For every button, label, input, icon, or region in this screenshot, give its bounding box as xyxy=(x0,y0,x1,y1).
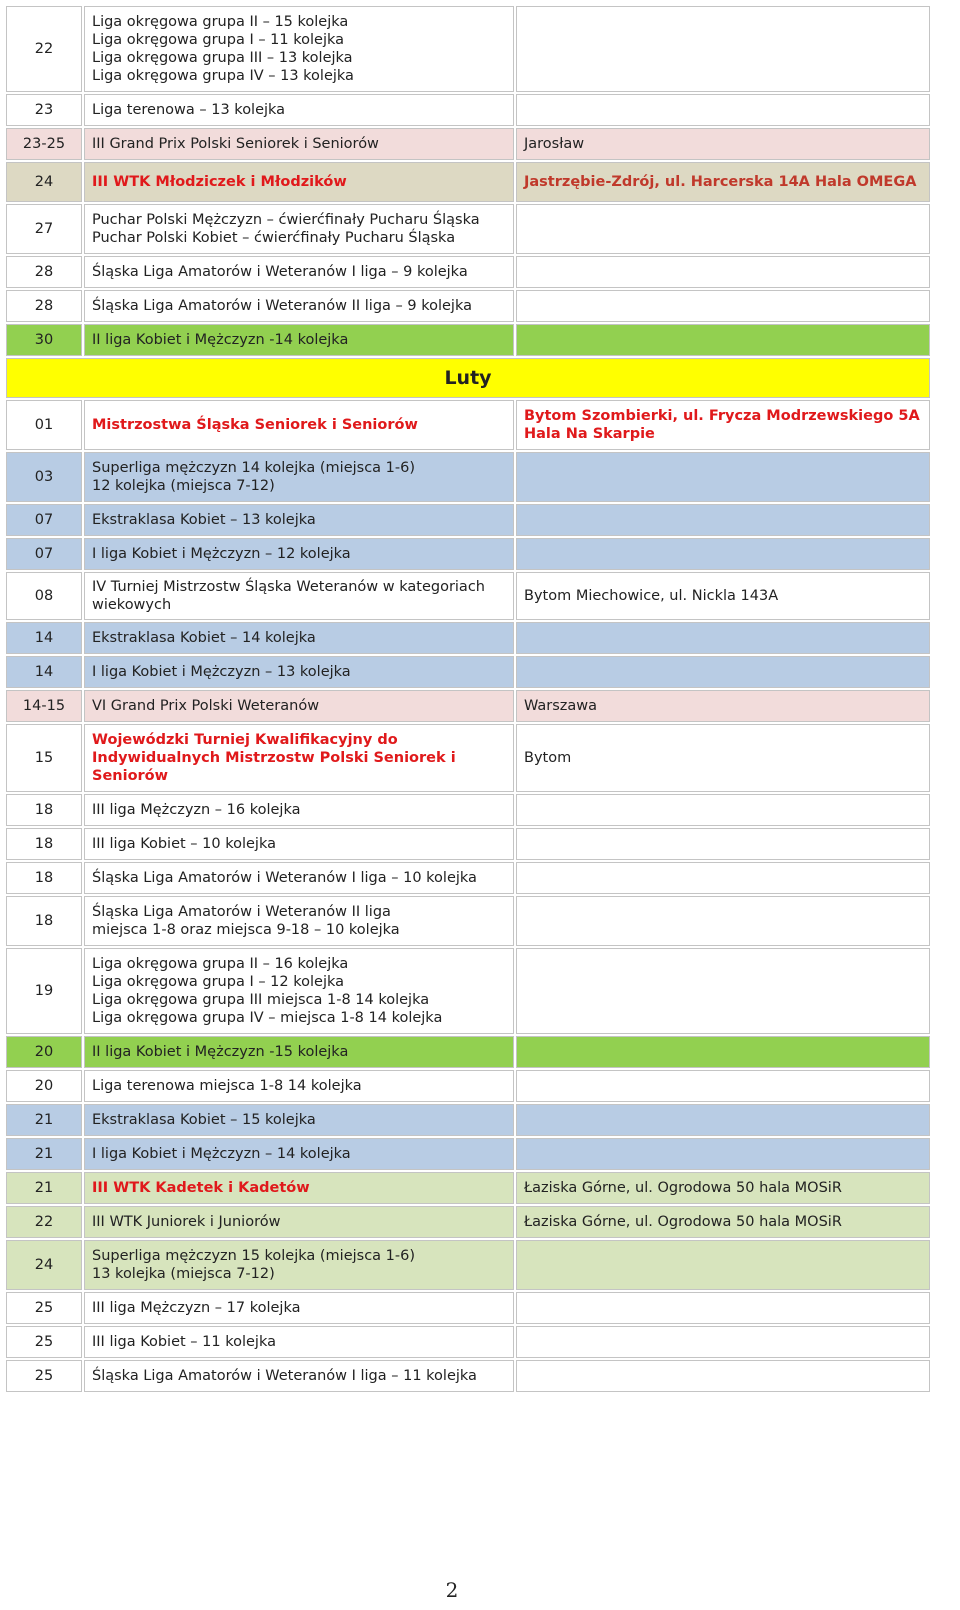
event-cell: II liga Kobiet i Mężczyzn -15 kolejka xyxy=(84,1036,514,1068)
date-cell: 30 xyxy=(6,324,82,356)
location-cell: Łaziska Górne, ul. Ogrodowa 50 hala MOSiR xyxy=(516,1172,930,1204)
location-cell xyxy=(516,1036,930,1068)
event-cell: Śląska Liga Amatorów i Weteranów I liga – 9 kolejka xyxy=(84,256,514,288)
location-cell xyxy=(516,794,930,826)
table-row xyxy=(6,256,930,288)
date-cell: 27 xyxy=(6,204,82,254)
location-cell xyxy=(516,862,930,894)
event-cell: Ekstraklasa Kobiet – 15 kolejka xyxy=(84,1104,514,1136)
event-cell: Ekstraklasa Kobiet – 13 kolejka xyxy=(84,504,514,536)
location-cell xyxy=(516,1292,930,1324)
event-cell: I liga Kobiet i Mężczyzn – 13 kolejka xyxy=(84,656,514,688)
event-cell: Śląska Liga Amatorów i Weteranów I liga – 10 kolejka xyxy=(84,862,514,894)
event-cell: Liga okręgowa grupa II – 16 kolejka Liga okręgowa grupa I – 12 kolejka Liga okręgowa grupa III miejsca 1-8 14 kolejka Liga okręgowa grupa IV – miejsca 1-8 14 kolejka xyxy=(84,948,514,1034)
event-cell: Puchar Polski Mężczyzn – ćwierćfinały Pucharu Śląska Puchar Polski Kobiet – ćwierćfinały Pucharu Śląska xyxy=(84,204,514,254)
location-cell xyxy=(516,896,930,946)
location-cell xyxy=(516,828,930,860)
date-cell: 20 xyxy=(6,1036,82,1068)
date-cell: 08 xyxy=(6,572,82,620)
location-cell xyxy=(516,94,930,126)
location-cell xyxy=(516,538,930,570)
location-cell: Jarosław xyxy=(516,128,930,160)
table-row xyxy=(6,1036,930,1068)
month-header-row xyxy=(6,358,930,398)
date-cell: 03 xyxy=(6,452,82,502)
date-cell: 14 xyxy=(6,656,82,688)
date-cell: 07 xyxy=(6,504,82,536)
event-cell: I liga Kobiet i Mężczyzn – 12 kolejka xyxy=(84,538,514,570)
event-cell: III Grand Prix Polski Seniorek i Seniorów xyxy=(84,128,514,160)
date-cell: 25 xyxy=(6,1360,82,1392)
date-cell: 07 xyxy=(6,538,82,570)
table-row xyxy=(6,538,930,570)
event-cell: II liga Kobiet i Mężczyzn -14 kolejka xyxy=(84,324,514,356)
date-cell: 14 xyxy=(6,622,82,654)
location-cell xyxy=(516,452,930,502)
date-cell: 28 xyxy=(6,256,82,288)
date-cell: 24 xyxy=(6,162,82,202)
page-number: 2 xyxy=(445,1578,459,1602)
event-cell: Liga okręgowa grupa II – 15 kolejka Liga okręgowa grupa I – 11 kolejka Liga okręgowa grupa III – 13 kolejka Liga okręgowa grupa IV – 13 kolejka xyxy=(84,6,514,92)
location-cell xyxy=(516,948,930,1034)
event-cell: Mistrzostwa Śląska Seniorek i Seniorów xyxy=(84,400,514,450)
location-cell xyxy=(516,622,930,654)
date-cell: 14-15 xyxy=(6,690,82,722)
table-row xyxy=(6,1104,930,1136)
event-cell: III WTK Kadetek i Kadetów xyxy=(84,1172,514,1204)
date-cell: 21 xyxy=(6,1104,82,1136)
table-row xyxy=(6,290,930,322)
event-cell: III WTK Juniorek i Juniorów xyxy=(84,1206,514,1238)
table-row xyxy=(6,504,930,536)
table-row xyxy=(6,1138,930,1170)
event-cell: Ekstraklasa Kobiet – 14 kolejka xyxy=(84,622,514,654)
event-cell: Liga terenowa – 13 kolejka xyxy=(84,94,514,126)
date-cell: 21 xyxy=(6,1172,82,1204)
location-cell: Bytom Szombierki, ul. Frycza Modrzewskiego 5A Hala Na Skarpie xyxy=(516,400,930,450)
date-cell: 23-25 xyxy=(6,128,82,160)
location-cell: Bytom Miechowice, ul. Nickla 143A xyxy=(516,572,930,620)
date-cell: 21 xyxy=(6,1138,82,1170)
date-cell: 24 xyxy=(6,1240,82,1290)
schedule-table xyxy=(4,4,932,1394)
location-cell xyxy=(516,204,930,254)
location-cell xyxy=(516,1070,930,1102)
table-row xyxy=(6,794,930,826)
table-row xyxy=(6,400,930,450)
month-title: Luty xyxy=(6,358,930,398)
table-row xyxy=(6,862,930,894)
location-cell xyxy=(516,6,930,92)
date-cell: 01 xyxy=(6,400,82,450)
table-row xyxy=(6,1206,930,1238)
event-cell: III liga Mężczyzn – 17 kolejka xyxy=(84,1292,514,1324)
event-cell: Superliga mężczyzn 15 kolejka (miejsca 1-6) 13 kolejka (miejsca 7-12) xyxy=(84,1240,514,1290)
event-cell: VI Grand Prix Polski Weteranów xyxy=(84,690,514,722)
table-row xyxy=(6,204,930,254)
date-cell: 25 xyxy=(6,1292,82,1324)
table-row xyxy=(6,828,930,860)
table-row xyxy=(6,1292,930,1324)
date-cell: 18 xyxy=(6,828,82,860)
table-row xyxy=(6,572,930,620)
table-row xyxy=(6,1070,930,1102)
event-cell: III liga Kobiet – 10 kolejka xyxy=(84,828,514,860)
table-row xyxy=(6,948,930,1034)
event-cell: Śląska Liga Amatorów i Weteranów I liga – 11 kolejka xyxy=(84,1360,514,1392)
event-cell: III liga Mężczyzn – 16 kolejka xyxy=(84,794,514,826)
date-cell: 18 xyxy=(6,896,82,946)
date-cell: 19 xyxy=(6,948,82,1034)
date-cell: 18 xyxy=(6,862,82,894)
location-cell xyxy=(516,1326,930,1358)
table-row xyxy=(6,1326,930,1358)
table-row xyxy=(6,1172,930,1204)
event-cell: IV Turniej Mistrzostw Śląska Weteranów w kategoriach wiekowych xyxy=(84,572,514,620)
table-row xyxy=(6,622,930,654)
event-cell: Śląska Liga Amatorów i Weteranów II liga miejsca 1-8 oraz miejsca 9-18 – 10 kolejka xyxy=(84,896,514,946)
date-cell: 22 xyxy=(6,6,82,92)
date-cell: 22 xyxy=(6,1206,82,1238)
location-cell: Jastrzębie-Zdrój, ul. Harcerska 14A Hala OMEGA xyxy=(516,162,930,202)
table-row xyxy=(6,6,930,92)
location-cell xyxy=(516,504,930,536)
location-cell xyxy=(516,1104,930,1136)
location-cell xyxy=(516,290,930,322)
table-row xyxy=(6,1360,930,1392)
table-row xyxy=(6,724,930,792)
table-row xyxy=(6,1240,930,1290)
table-row xyxy=(6,690,930,722)
date-cell: 25 xyxy=(6,1326,82,1358)
location-cell xyxy=(516,656,930,688)
table-row xyxy=(6,162,930,202)
table-row xyxy=(6,452,930,502)
location-cell: Bytom xyxy=(516,724,930,792)
event-cell: Wojewódzki Turniej Kwalifikacyjny do Indywidualnych Mistrzostw Polski Seniorek i Seniorów xyxy=(84,724,514,792)
date-cell: 15 xyxy=(6,724,82,792)
location-cell xyxy=(516,1240,930,1290)
event-cell: Śląska Liga Amatorów i Weteranów II liga – 9 kolejka xyxy=(84,290,514,322)
event-cell: Superliga mężczyzn 14 kolejka (miejsca 1-6) 12 kolejka (miejsca 7-12) xyxy=(84,452,514,502)
date-cell: 28 xyxy=(6,290,82,322)
date-cell: 23 xyxy=(6,94,82,126)
event-cell: III WTK Młodziczek i Młodzików xyxy=(84,162,514,202)
event-cell: Liga terenowa miejsca 1-8 14 kolejka xyxy=(84,1070,514,1102)
table-row xyxy=(6,128,930,160)
table-row xyxy=(6,896,930,946)
location-cell: Warszawa xyxy=(516,690,930,722)
table-row xyxy=(6,656,930,688)
date-cell: 18 xyxy=(6,794,82,826)
location-cell: Łaziska Górne, ul. Ogrodowa 50 hala MOSiR xyxy=(516,1206,930,1238)
table-row xyxy=(6,324,930,356)
table-row xyxy=(6,94,930,126)
location-cell xyxy=(516,1360,930,1392)
location-cell xyxy=(516,1138,930,1170)
date-cell: 20 xyxy=(6,1070,82,1102)
location-cell xyxy=(516,324,930,356)
location-cell xyxy=(516,256,930,288)
event-cell: III liga Kobiet – 11 kolejka xyxy=(84,1326,514,1358)
event-cell: I liga Kobiet i Mężczyzn – 14 kolejka xyxy=(84,1138,514,1170)
